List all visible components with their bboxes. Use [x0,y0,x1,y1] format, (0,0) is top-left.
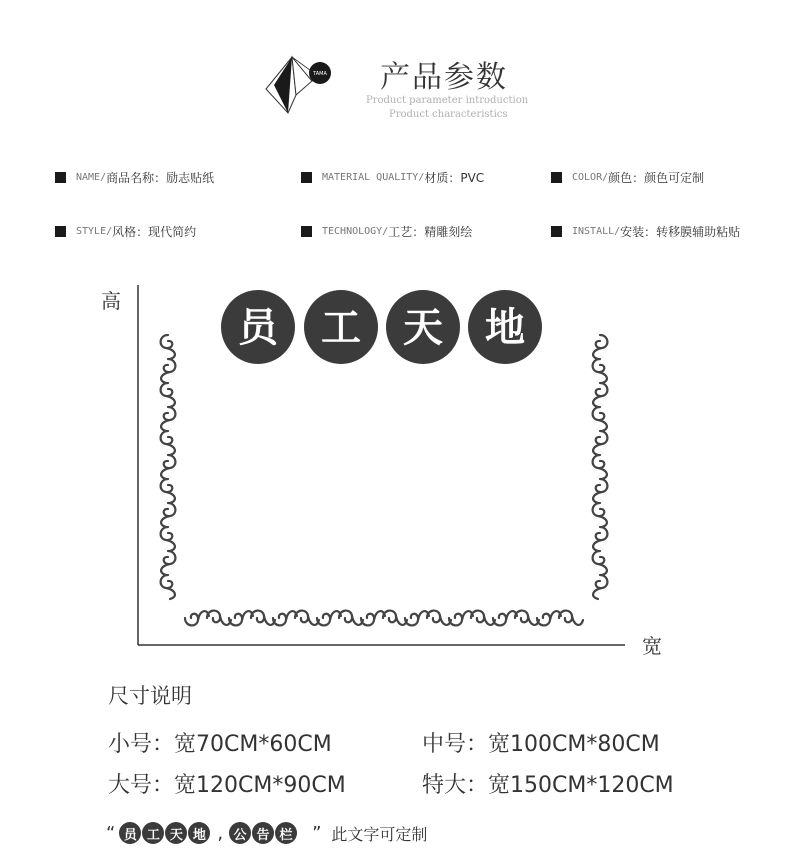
note-circle-char: 公 [229,822,251,844]
spec-install [551,223,740,240]
title-circle-char: 地 [485,305,525,351]
spec-label: MATERIAL QUALITY/ [322,172,425,183]
spec-value: 商品名称：励志贴纸 [106,171,215,185]
swirl-ornament [229,611,253,625]
square-bullet-icon [551,172,562,183]
title-circle [468,290,542,364]
swirl-ornament [593,407,607,431]
swirl-ornament [361,611,385,625]
swirl-ornament [161,431,175,455]
swirl-ornament [295,611,319,625]
swirl-ornament [493,611,517,625]
title-circle-char: 天 [403,305,443,351]
square-bullet-icon [301,172,312,183]
title-circle [386,290,460,364]
spec-style [55,223,196,240]
swirl-ornament [161,479,175,503]
swirl-ornament [161,575,175,599]
swirl-ornament [405,611,429,625]
square-bullet-icon [55,172,66,183]
swirl-ornament [593,551,607,575]
product-diagram [0,270,790,670]
swirl-ornament [515,611,539,625]
spec-label: STYLE/ [76,226,113,237]
page-title: 产品参数 [380,60,508,95]
title-circle [221,290,295,364]
left-swirl-border [161,335,176,599]
swirl-ornament [593,335,607,359]
page-subtitle-1: Product parameter introduction [366,95,529,106]
note-circle-char: 天 [165,822,187,844]
swirl-ornament [593,383,607,407]
swirl-ornament [317,611,341,625]
title-circle-char: 员 [238,305,278,351]
swirl-ornament [161,407,175,431]
swirl-ornament [207,611,231,625]
height-label: 高 [101,289,121,313]
swirl-ornament [593,575,607,599]
logo-text: TAMA [313,71,327,77]
square-bullet-icon [551,226,562,237]
swirl-ornament [593,359,607,383]
note-text: 此文字可定制 [331,824,428,844]
spec-label: NAME/ [76,172,107,183]
brand-logo [262,53,334,117]
spec-value: 风格：现代简约 [112,225,197,239]
spec-value: 颜色：颜色可定制 [608,171,705,185]
spec-material [301,169,484,186]
note-circle-char: 员 [119,822,141,844]
swirl-ornament [559,611,583,625]
customization-note [102,818,427,848]
swirl-ornament [593,503,607,527]
spec-value: 工艺：精雕刻绘 [388,225,473,239]
width-label: 宽 [642,634,662,658]
square-bullet-icon [301,226,312,237]
swirl-ornament [593,479,607,503]
spec-label: INSTALL/ [572,226,621,237]
square-bullet-icon [55,226,66,237]
close-quote: ” [312,822,322,844]
swirl-ornament [161,527,175,551]
swirl-ornament [161,383,175,407]
spec-value: 材质：PVC [424,171,485,185]
size-medium: 中号：宽100CM*80CM [422,732,660,757]
spec-technology [301,223,472,240]
spec-label: TECHNOLOGY/ [322,226,389,237]
page-subtitle-2: Product characteristics [389,109,508,120]
spec-name [55,169,214,186]
swirl-ornament [383,611,407,625]
swirl-ornament [161,551,175,575]
swirl-ornament [593,431,607,455]
swirl-ornament [161,503,175,527]
swirl-ornament [427,611,451,625]
spec-value: 安装：转移膜辅助粘贴 [620,225,741,239]
swirl-ornament [161,455,175,479]
swirl-ornament [449,611,473,625]
title-circle [304,290,378,364]
spec-color [551,169,704,186]
note-circle-char: 地 [188,822,210,844]
note-circle-char: 告 [252,822,274,844]
swirl-ornament [339,611,363,625]
swirl-ornament [161,359,175,383]
right-swirl-border [593,335,608,599]
spec-label: COLOR/ [572,172,609,183]
note-circle-char: 工 [142,822,164,844]
note-separator: , [217,822,224,844]
swirl-ornament [593,455,607,479]
size-heading: 尺寸说明 [108,684,192,708]
title-circle-char: 工 [321,305,361,351]
swirl-ornament [593,527,607,551]
swirl-ornament [537,611,561,625]
size-small: 小号：宽70CM*60CM [108,732,332,757]
swirl-ornament [185,611,209,625]
swirl-ornament [161,335,175,359]
size-large: 大号：宽120CM*90CM [108,773,346,798]
note-circle-char: 栏 [275,822,297,844]
open-quote: “ [106,822,116,844]
swirl-ornament [251,611,275,625]
bottom-swirl-border [185,611,583,626]
swirl-ornament [273,611,297,625]
swirl-ornament [471,611,495,625]
size-extra-large: 特大：宽150CM*120CM [422,773,674,798]
